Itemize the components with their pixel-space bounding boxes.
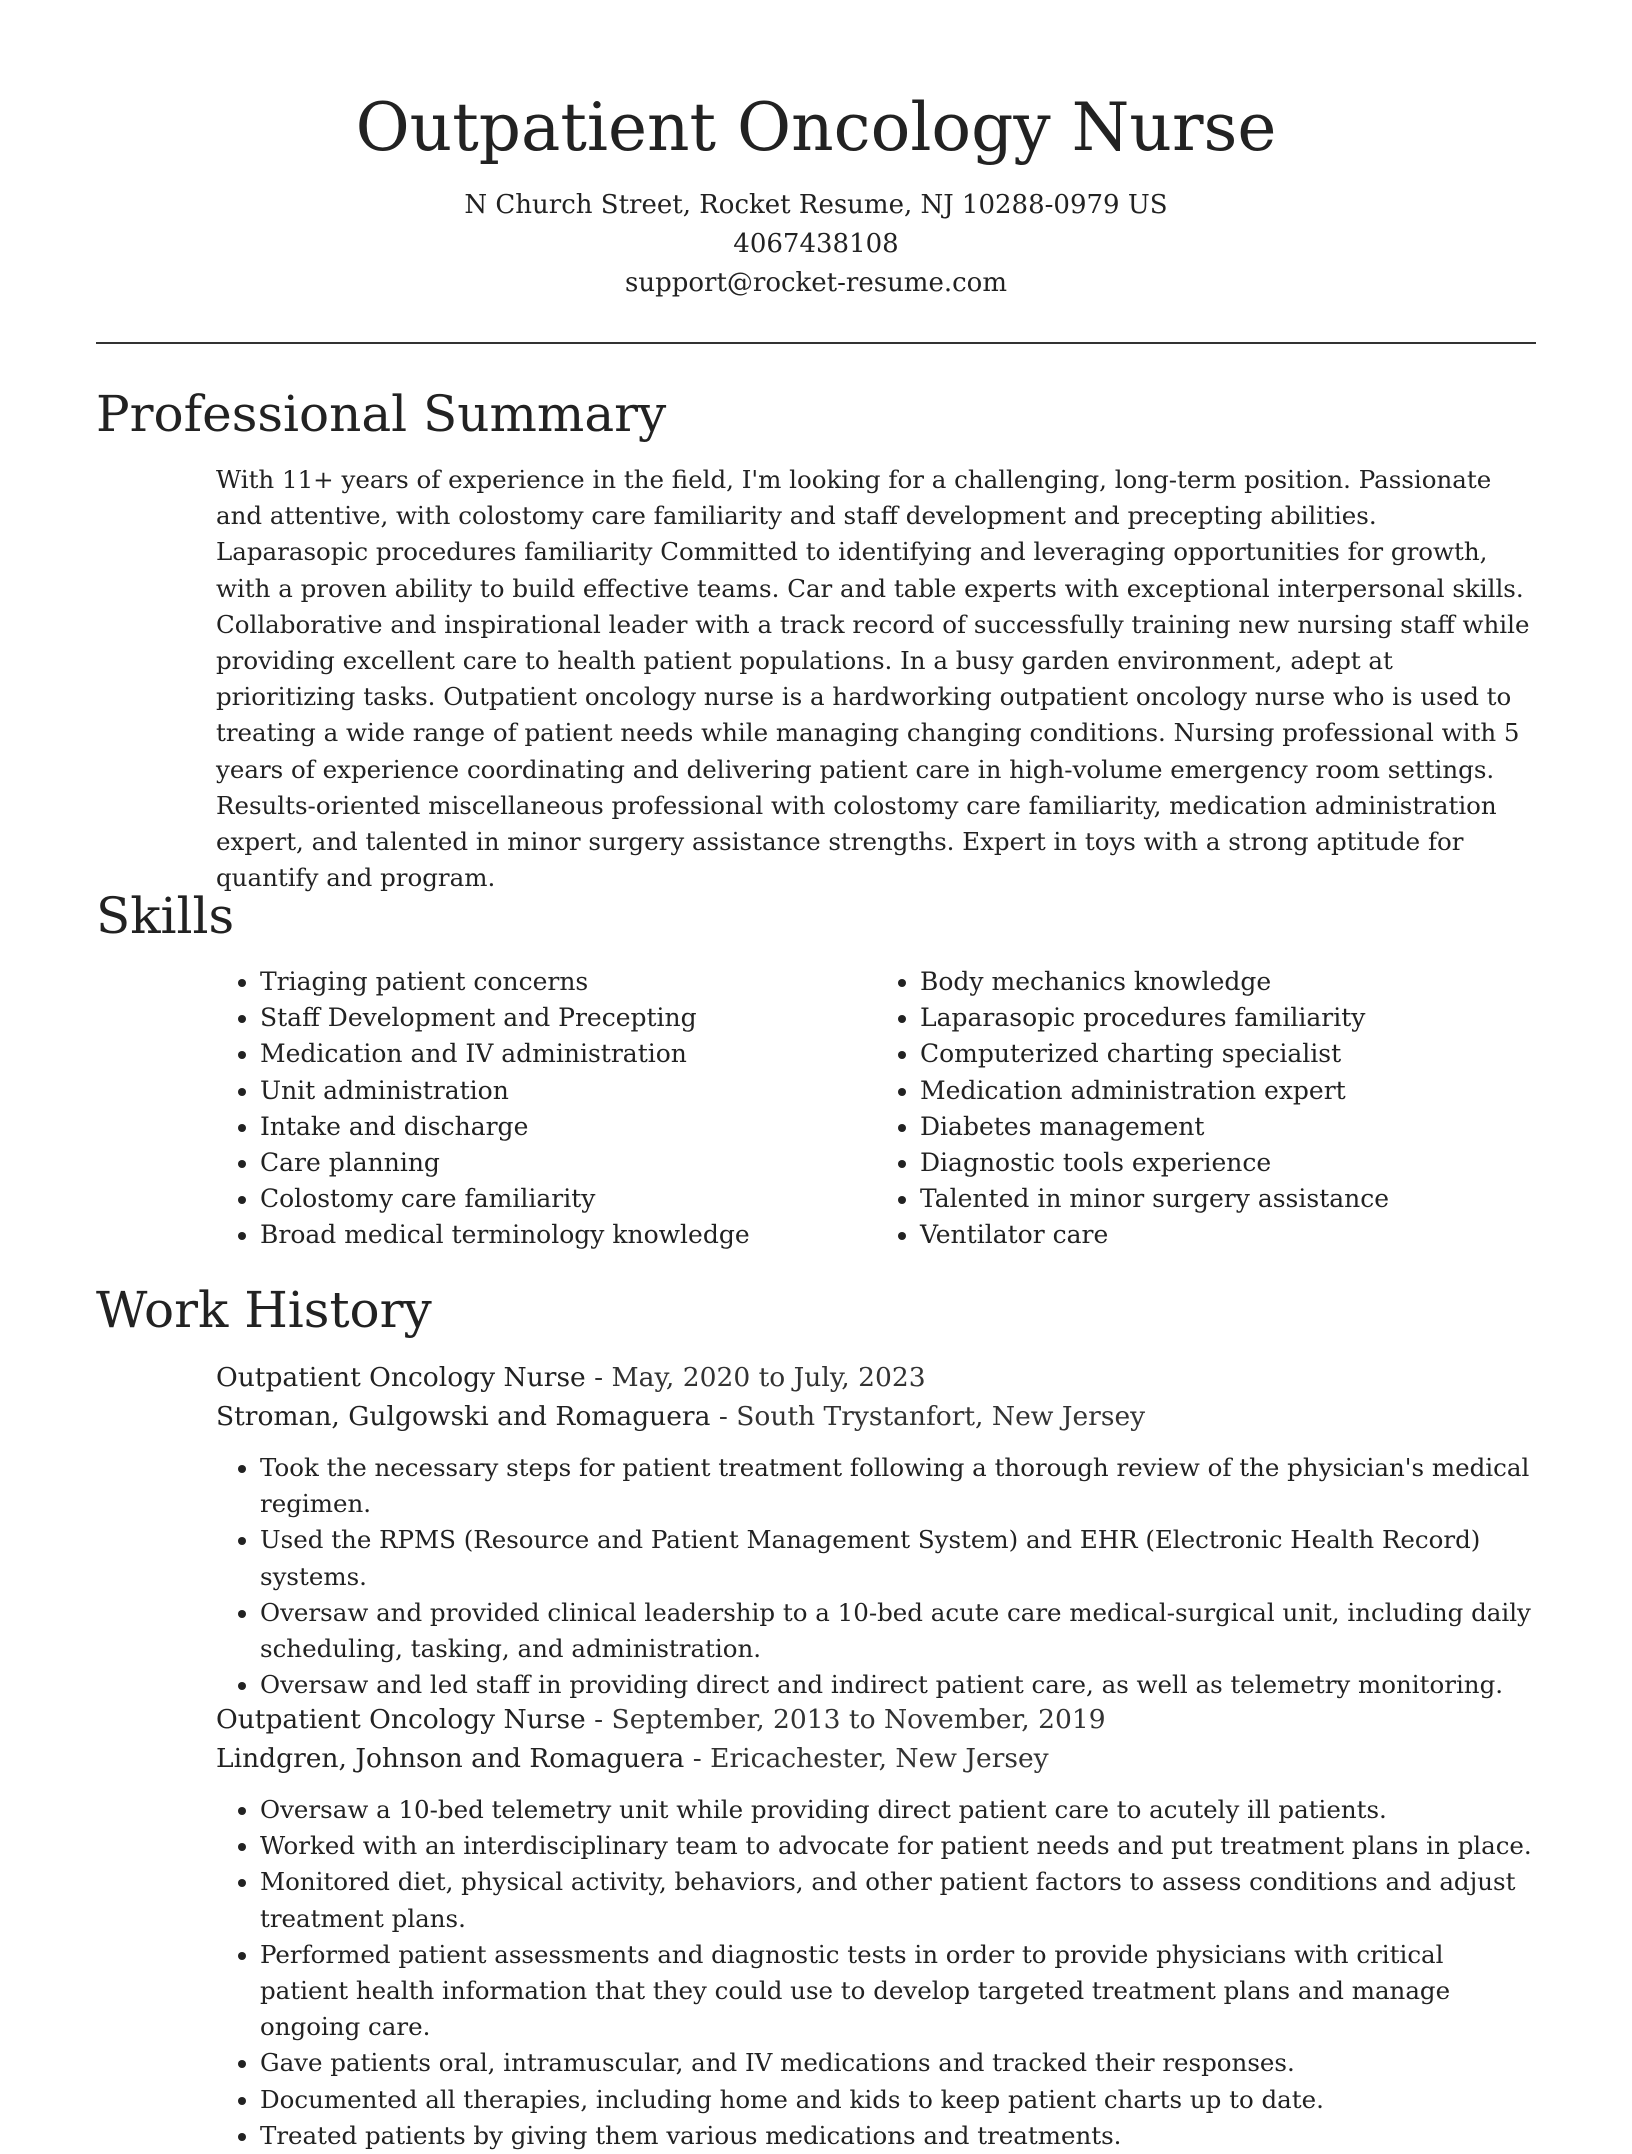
job-dates: May, 2020 to July, 2023 [611,1362,926,1393]
skills-heading: Skills [96,887,235,945]
job-company-line [216,1739,1536,1778]
job-bullet: • Took the necessary steps for patient treatment following a thorough review of the physician's medical regimen. [260,1450,1536,1522]
job-bullet: • Gave patients oral, intramuscular, and IV medications and tracked their responses. [260,2045,1536,2081]
skill-item: • Talented in minor surgery assistance [920,1181,1536,1217]
job-bullets [216,1450,1536,1703]
skill-item: • Triaging patient concerns [260,964,876,1000]
job-separator: - [710,1401,737,1432]
skill-item: • Laparasopic procedures familiarity [920,1000,1536,1036]
job-separator: - [585,1362,612,1393]
job-location: South Trystanfort, New Jersey [736,1401,1146,1432]
job-bullet: • Monitored diet, physical activity, behaviors, and other patient factors to assess conditions and adjust treatment plans. [260,1864,1536,1936]
skill-item: • Staff Development and Precepting [260,1000,876,1036]
contact-address: N Church Street, Rocket Resume, NJ 10288-0979 US [464,190,1168,220]
work-history-heading: Work History [96,1281,432,1339]
job-title-line [216,1700,1536,1739]
job-separator: - [585,1704,612,1735]
summary-heading: Professional Summary [96,385,667,443]
job-bullets [216,1792,1536,2154]
skill-item: • Colostomy care familiarity [260,1181,876,1217]
summary-text: With 11+ years of experience in the field, I'm looking for a challenging, long-term position. Passionate and attentive, with colostomy care familiarity and staff development and precepting abilities. Laparasopic procedures familiarity Committed to identifying and leveraging opportunities for growth, with a proven ability to build effective teams. Car and table experts with exceptional interpersonal skills. Collaborative and inspirational leader with a track record of successfully training new nursing staff while providing excellent care to health patient populations. In a busy garden environment, adept at prioritizing tasks. Outpatient oncology nurse is a hardworking outpatient oncology nurse who is used to treating a wide range of patient needs while managing changing conditions. Nursing professional with 5 years of experience coordinating and delivering patient care in high-volume emergency room settings. Results-oriented miscellaneous professional with colostomy care familiarity, medication administration expert, and talented in minor surgery assistance strengths. Expert in toys with a strong aptitude for quantify and program. [216,465,1530,893]
job-company: Lindgren, Johnson and Romaguera [216,1743,685,1774]
skill-item: • Medication administration expert [920,1073,1536,1109]
resume-header [0,0,1632,303]
contact-email: support@rocket-resume.com [624,268,1007,298]
skill-item: • Diagnostic tools experience [920,1145,1536,1181]
job-bullet: • Used the RPMS (Resource and Patient Management System) and EHR (Electronic Health Record) systems. [260,1522,1536,1594]
skill-item: • Ventilator care [920,1217,1536,1253]
job-entry [216,1358,1536,1703]
skill-item: • Broad medical terminology knowledge [260,1217,876,1253]
job-bullet: • Treated patients by giving them various medications and treatments. [260,2118,1536,2154]
job-bullet: • Oversaw and led staff in providing direct and indirect patient care, as well as telemetry monitoring. [260,1667,1536,1703]
job-dates: September, 2013 to November, 2019 [611,1704,1106,1735]
job-bullet: • Performed patient assessments and diagnostic tests in order to provide physicians with critical patient health information that they could use to develop targeted treatment plans and manage ongoing care. [260,1937,1536,2046]
job-bullet: • Oversaw and provided clinical leadership to a 10-bed acute care medical-surgical unit, including daily scheduling, tasking, and administration. [260,1595,1536,1667]
skills-left-column [216,964,876,1254]
contact-block [0,186,1632,303]
candidate-name: Outpatient Oncology Nurse [355,89,1277,166]
job-role: Outpatient Oncology Nurse [216,1704,586,1735]
summary-section [216,462,1536,896]
job-location: Ericachester, New Jersey [710,1743,1049,1774]
job-bullet: • Worked with an interdisciplinary team to advocate for patient needs and put treatment plans in place. [260,1828,1536,1864]
skills-section [216,964,1536,1254]
job-company: Stroman, Gulgowski and Romaguera [216,1401,711,1432]
skills-right-column [876,964,1536,1254]
job-entry [216,1700,1536,2154]
skill-item: • Intake and discharge [260,1109,876,1145]
job-title-line [216,1358,1536,1397]
skill-item: • Unit administration [260,1073,876,1109]
skill-item: • Medication and IV administration [260,1036,876,1072]
contact-phone: 4067438108 [733,229,899,259]
job-bullet: • Documented all therapies, including home and kids to keep patient charts up to date. [260,2082,1536,2118]
header-divider [96,342,1536,344]
skill-item: • Body mechanics knowledge [920,964,1536,1000]
skill-item: • Care planning [260,1145,876,1181]
skill-item: • Computerized charting specialist [920,1036,1536,1072]
job-company-line [216,1397,1536,1436]
job-role: Outpatient Oncology Nurse [216,1362,586,1393]
skill-item: • Diabetes management [920,1109,1536,1145]
job-bullet: • Oversaw a 10-bed telemetry unit while providing direct patient care to acutely ill patients. [260,1792,1536,1828]
job-separator: - [684,1743,711,1774]
